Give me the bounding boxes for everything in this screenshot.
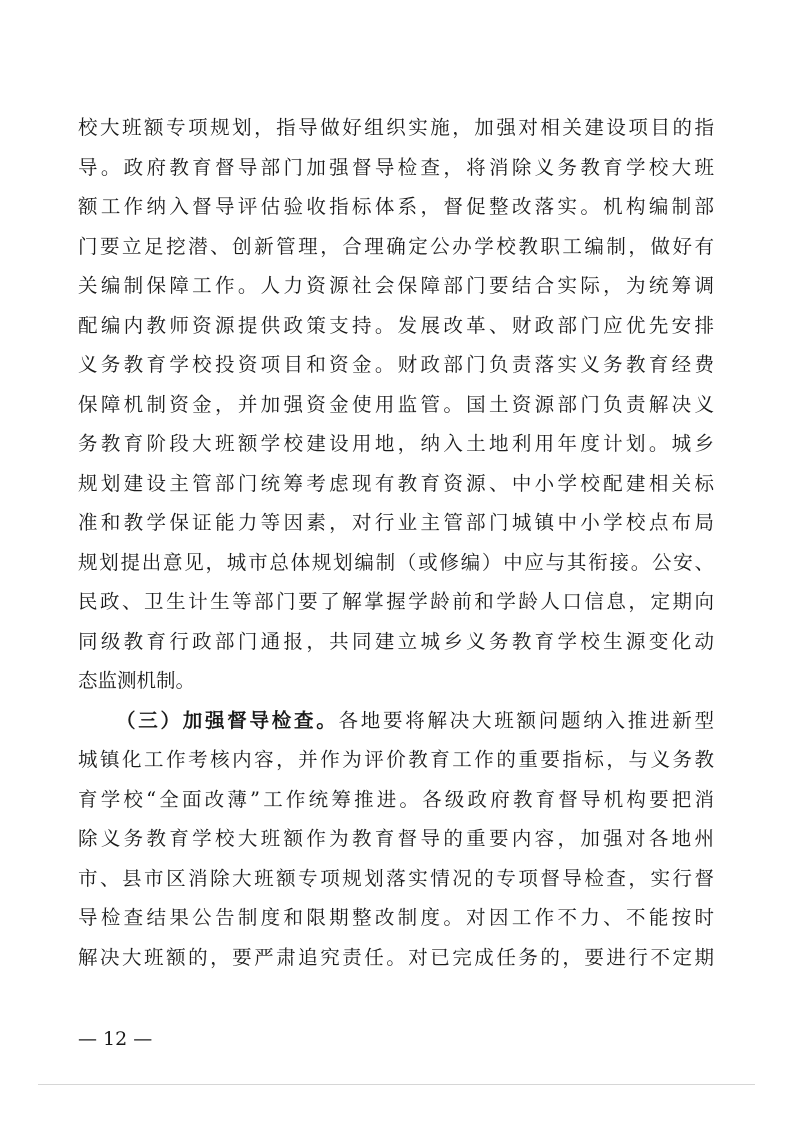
text-line: 除义务教育学校大班额作为教育督导的重要内容，加强对各地州 xyxy=(78,827,714,850)
text-line: 义务教育学校投资项目和资金。财政部门负责落实义务教育经费 xyxy=(78,353,714,376)
text-line: 民政、卫生计生等部门要了解掌握学龄前和学龄人口信息，定期向 xyxy=(78,590,714,613)
section-first-line xyxy=(78,701,714,741)
text-line: 门要立足挖潜、创新管理，合理确定公办学校教职工编制，做好有 xyxy=(78,234,714,258)
text-line: 务教育阶段大班额学校建设用地，纳入土地利用年度计划。城乡 xyxy=(78,432,714,455)
text-line: 导检查结果公告制度和限期整改制度。对因工作不力、不能按时 xyxy=(78,906,714,929)
text-line: 保障机制资金，并加强资金使用监管。国土资源部门负责解决义 xyxy=(78,392,714,416)
text-line: 解决大班额的，要严肃追究责任。对已完成任务的，要进行不定期 xyxy=(78,945,714,969)
text-line: 同级教育行政部门通报，共同建立城乡义务教育学校生源变化动 xyxy=(78,629,714,653)
text-line: 城镇化工作考核内容，并作为评价教育工作的重要指标，与义务教 xyxy=(78,748,714,771)
text-line: 规划建设主管部门统筹考虑现有教育资源、中小学校配建相关标 xyxy=(78,471,714,495)
text-line: 额工作纳入督导评估验收指标体系，督促整改落实。机构编制部 xyxy=(78,195,714,218)
text-line: 配编内教师资源提供政策支持。发展改革、财政部门应优先安排 xyxy=(78,313,714,337)
text-line: 育学校“全面改薄”工作统筹推进。各级政府教育督导机构要把消 xyxy=(78,787,714,811)
text-line: 导。政府教育督导部门加强督导检查，将消除义务教育学校大班 xyxy=(78,155,714,179)
section-heading: （三）加强督导检查。 xyxy=(116,708,339,732)
text-line: 校大班额专项规划，指导做好组织实施，加强对相关建设项目的指 xyxy=(78,116,714,139)
body-text xyxy=(78,108,714,977)
text-line: 市、县市区消除大班额专项规划落实情况的专项督导检查，实行督 xyxy=(78,866,714,890)
section-first-line-text: 各地要将解决大班额问题纳入推进新型 xyxy=(338,708,714,732)
footer-divider xyxy=(38,1084,755,1085)
text-line: 态监测机制。 xyxy=(78,669,196,692)
text-line: 关编制保障工作。人力资源社会保障部门要结合实际，为统筹调 xyxy=(78,274,714,297)
text-line: 规划提出意见，城市总体规划编制（或修编）中应与其衔接。公安、 xyxy=(78,550,714,574)
text-line: 准和教学保证能力等因素，对行业主管部门城镇中小学校点布局 xyxy=(78,511,714,534)
page-number: — 12 — xyxy=(78,1028,153,1050)
